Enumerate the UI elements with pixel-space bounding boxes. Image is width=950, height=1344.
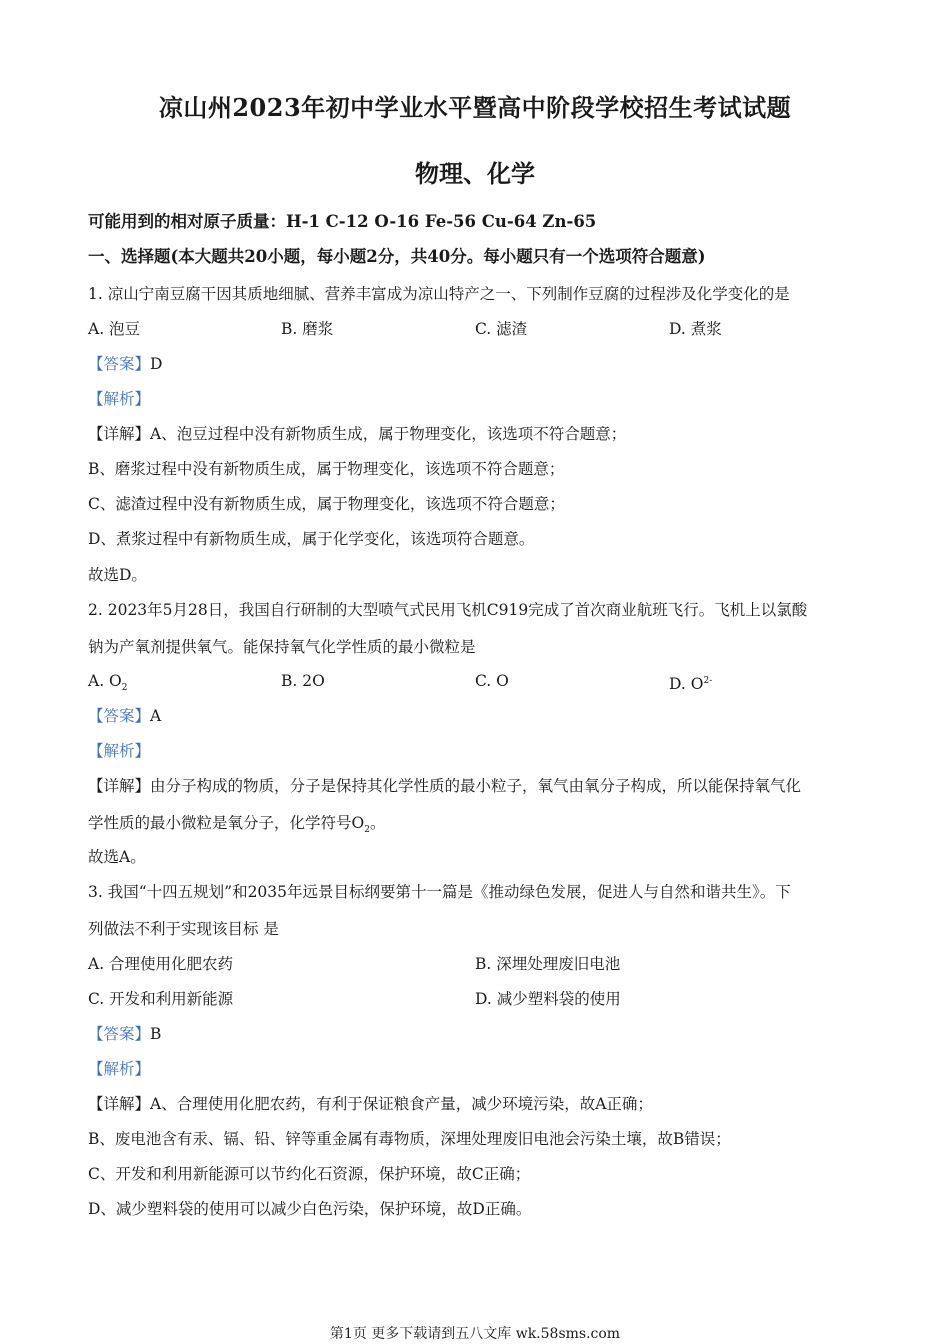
q2-option-c: C. O <box>475 672 509 690</box>
q3-option-c: C. 开发和利用新能源 <box>88 990 234 1008</box>
q3-option-b: B. 深埋处理废旧电池 <box>475 955 621 973</box>
answer-label: 【答案】 <box>88 1025 151 1043</box>
q2-stem-line-1: 2. 2023年5月28日，我国自行研制的大型喷气式民用飞机C919完成了首次商业航班飞行。飞机上以氯酸 <box>88 601 808 619</box>
answer-label: 【答案】 <box>88 355 151 373</box>
q2-answer <box>88 706 161 726</box>
q2-option-b: B. 2O <box>281 672 325 690</box>
q1-conclusion: 故选D。 <box>88 566 147 584</box>
q1-option-a: A. 泡豆 <box>88 320 141 338</box>
q2-option-d-text: D. O <box>669 675 704 694</box>
q3-detail-3: C、开发和利用新能源可以节约化石资源，保护环境，故C正确； <box>88 1165 531 1183</box>
q3-option-a: A. 合理使用化肥农药 <box>88 955 234 973</box>
q3-detail-4: D、减少塑料袋的使用可以减少白色污染，保护环境，故D正确。 <box>88 1200 532 1218</box>
q3-answer <box>88 1024 161 1044</box>
q2-analysis-label: 【解析】 <box>88 742 151 760</box>
q2-stem-line-2: 钠为产氧剂提供氧气。能保持氧气化学性质的最小微粒是 <box>88 638 476 656</box>
q2-answer-value: A <box>150 707 162 725</box>
q1-option-d: D. 煮浆 <box>669 320 722 338</box>
q3-answer-value: B <box>150 1025 162 1043</box>
q2-option-a <box>88 671 128 698</box>
q1-detail-2: B、磨浆过程中没有新物质生成，属于物理变化，该选项不符合题意； <box>88 460 565 478</box>
q2-detail-2-end: 。 <box>369 814 386 832</box>
q3-option-d: D. 减少塑料袋的使用 <box>475 990 621 1008</box>
exam-subtitle: 物理、化学 <box>415 159 535 188</box>
q1-detail-4: D、煮浆过程中有新物质生成，属于化学变化，该选项符合题意。 <box>88 530 535 548</box>
q3-stem-line-2: 列做法不利于实现该目标 是 <box>88 920 279 938</box>
q1-option-c: C. 滤渣 <box>475 320 528 338</box>
exam-title: 凉山州2023年初中学业水平暨高中阶段学校招生考试试题 <box>158 93 792 122</box>
atomic-mass-note: 可能用到的相对原子质量：H-1 C-12 O-16 Fe-56 Cu-64 Zn-65 <box>88 212 597 231</box>
q1-analysis-label: 【解析】 <box>88 390 151 408</box>
q2-option-a-text: A. O <box>88 672 122 690</box>
q3-detail-1: 【详解】A、合理使用化肥农药，有利于保证粮食产量，减少环境污染，故A正确； <box>88 1095 653 1113</box>
q2-detail-2 <box>88 813 385 840</box>
q2-option-a-subscript: 2 <box>121 683 128 694</box>
q2-option-d-superscript: 2- <box>703 676 713 686</box>
q1-detail-1: 【详解】A、泡豆过程中没有新物质生成，属于物理变化，该选项不符合题意； <box>88 425 627 443</box>
q1-answer <box>88 354 162 374</box>
q2-option-d <box>669 671 712 694</box>
q2-detail-2-subscript: 2 <box>364 825 370 836</box>
q2-conclusion: 故选A。 <box>88 848 146 866</box>
q2-detail-1: 【详解】由分子构成的物质，分子是保持其化学性质的最小粒子，氧气由氧分子构成，所以能保持氧气化 <box>88 777 802 795</box>
answer-label: 【答案】 <box>88 707 151 725</box>
q3-stem-line-1: 3. 我国“十四五规划”和2035年远景目标纲要第十一篇是《推动绿色发展，促进人与自然和谐共生》。下 <box>88 883 791 901</box>
section-heading: 一、选择题(本大题共20小题，每小题2分，共40分。每小题只有一个选项符合题意) <box>88 247 706 266</box>
page-footer: 第1页 更多下载请到五八文库 wk.58sms.com <box>329 1326 621 1342</box>
q1-detail-3: C、滤渣过程中没有新物质生成，属于物理变化，该选项不符合题意； <box>88 495 565 513</box>
q1-stem: 1. 凉山宁南豆腐干因其质地细腻、营养丰富成为凉山特产之一、下列制作豆腐的过程涉及化学变化的是 <box>88 285 790 303</box>
q1-answer-value: D <box>150 355 163 373</box>
q3-analysis-label: 【解析】 <box>88 1060 151 1078</box>
q1-option-b: B. 磨浆 <box>281 320 334 338</box>
q3-detail-2: B、废电池含有汞、镉、铅、锌等重金属有毒物质，深埋处理废旧电池会污染土壤，故B错误； <box>88 1130 731 1148</box>
q2-detail-2-text: 学性质的最小微粒是氧分子，化学符号O <box>88 814 365 832</box>
